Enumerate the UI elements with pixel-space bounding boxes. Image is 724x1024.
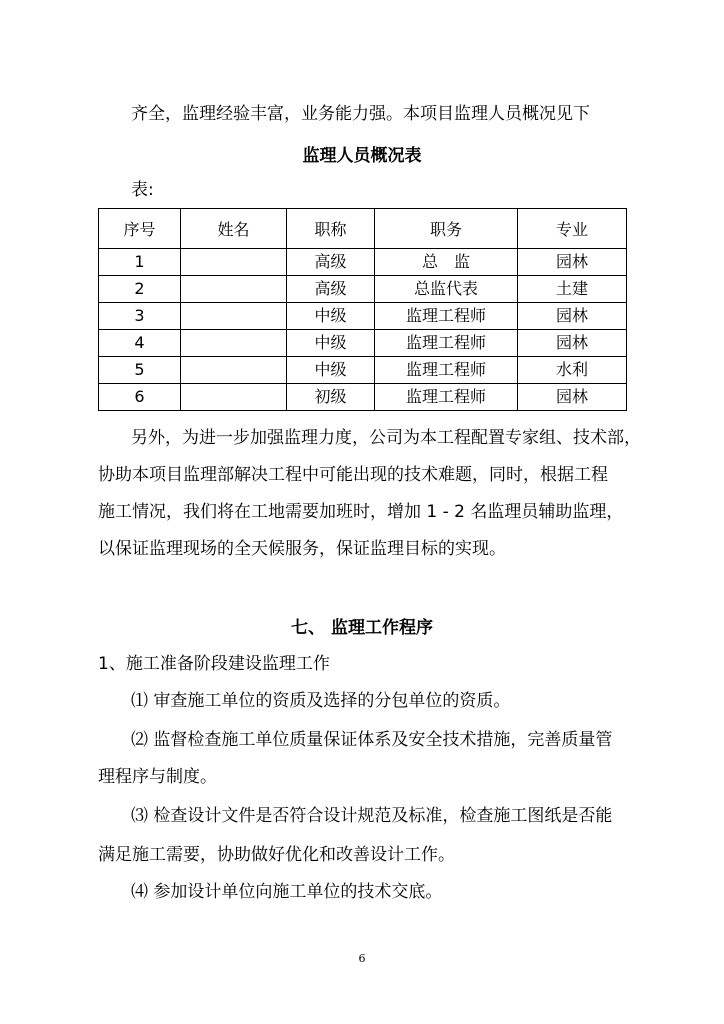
cell-title: 初级	[287, 384, 375, 411]
cell-position: 总 监	[375, 249, 518, 276]
paragraph-line: 另外，为进一步加强监理力度，公司为本工程配置专家组、技术部，	[131, 428, 641, 448]
list-item: ⑴ 审查施工单位的资质及选择的分包单位的资质。	[131, 691, 511, 711]
cell-name	[181, 276, 287, 303]
cell-specialty: 园林	[518, 384, 627, 411]
cell-position: 监理工程师	[375, 330, 518, 357]
header-position: 职务	[375, 209, 518, 249]
cell-name	[181, 384, 287, 411]
cell-name	[181, 357, 287, 384]
table-row	[99, 249, 627, 276]
list-item: ⑵ 监督检查施工单位质量保证体系及安全技术措施，完善质量管	[131, 730, 613, 750]
cell-index: 2	[99, 276, 181, 303]
list-item-continuation: 理程序与制度。	[98, 767, 217, 787]
cell-index: 5	[99, 357, 181, 384]
cell-position: 监理工程师	[375, 357, 518, 384]
list-item: ⑶ 检查设计文件是否符合设计规范及标准，检查施工图纸是否能	[131, 806, 613, 826]
cell-specialty: 水利	[518, 357, 627, 384]
cell-specialty: 园林	[518, 330, 627, 357]
table-row	[99, 330, 627, 357]
paragraph-line: 协助本项目监理部解决工程中可能出现的技术难题，同时，根据工程	[98, 465, 608, 485]
cell-index: 1	[99, 249, 181, 276]
table-row	[99, 303, 627, 330]
cell-index: 4	[99, 330, 181, 357]
table-title: 监理人员概况表	[302, 146, 422, 166]
cell-position: 监理工程师	[375, 303, 518, 330]
header-index: 序号	[99, 209, 181, 249]
cell-title: 中级	[287, 357, 375, 384]
cell-specialty: 土建	[518, 276, 627, 303]
cell-index: 6	[99, 384, 181, 411]
paragraph-line: 施工情况，我们将在工地需要加班时，增加 1 - 2 名监理员辅助监理，	[98, 502, 624, 522]
cell-title: 中级	[287, 330, 375, 357]
cell-name	[181, 249, 287, 276]
header-name: 姓名	[181, 209, 287, 249]
table-row	[99, 276, 627, 303]
cell-name	[181, 303, 287, 330]
section-heading: 七、 监理工作程序	[291, 618, 433, 638]
paragraph-line: 以保证监理现场的全天候服务，保证监理目标的实现。	[98, 539, 506, 559]
cell-title: 高级	[287, 249, 375, 276]
intro-line: 齐全，监理经验丰富，业务能力强。本项目监理人员概况见下	[131, 104, 590, 124]
list-item: ⑷ 参加设计单位向施工单位的技术交底。	[131, 882, 443, 902]
cell-title: 高级	[287, 276, 375, 303]
cell-title: 中级	[287, 303, 375, 330]
table-row	[99, 357, 627, 384]
header-title: 职称	[287, 209, 375, 249]
header-specialty: 专业	[518, 209, 627, 249]
cell-specialty: 园林	[518, 249, 627, 276]
cell-position: 总监代表	[375, 276, 518, 303]
cell-name	[181, 330, 287, 357]
cell-index: 3	[99, 303, 181, 330]
table-header-row	[99, 209, 627, 249]
cell-specialty: 园林	[518, 303, 627, 330]
subsection-heading: 1、施工准备阶段建设监理工作	[98, 654, 330, 674]
list-item-continuation: 满足施工需要，协助做好优化和改善设计工作。	[98, 845, 455, 865]
table-row	[99, 384, 627, 411]
page-number: 6	[358, 952, 366, 965]
cell-position: 监理工程师	[375, 384, 518, 411]
table-suffix: 表:	[131, 180, 154, 200]
staff-table	[98, 208, 627, 411]
